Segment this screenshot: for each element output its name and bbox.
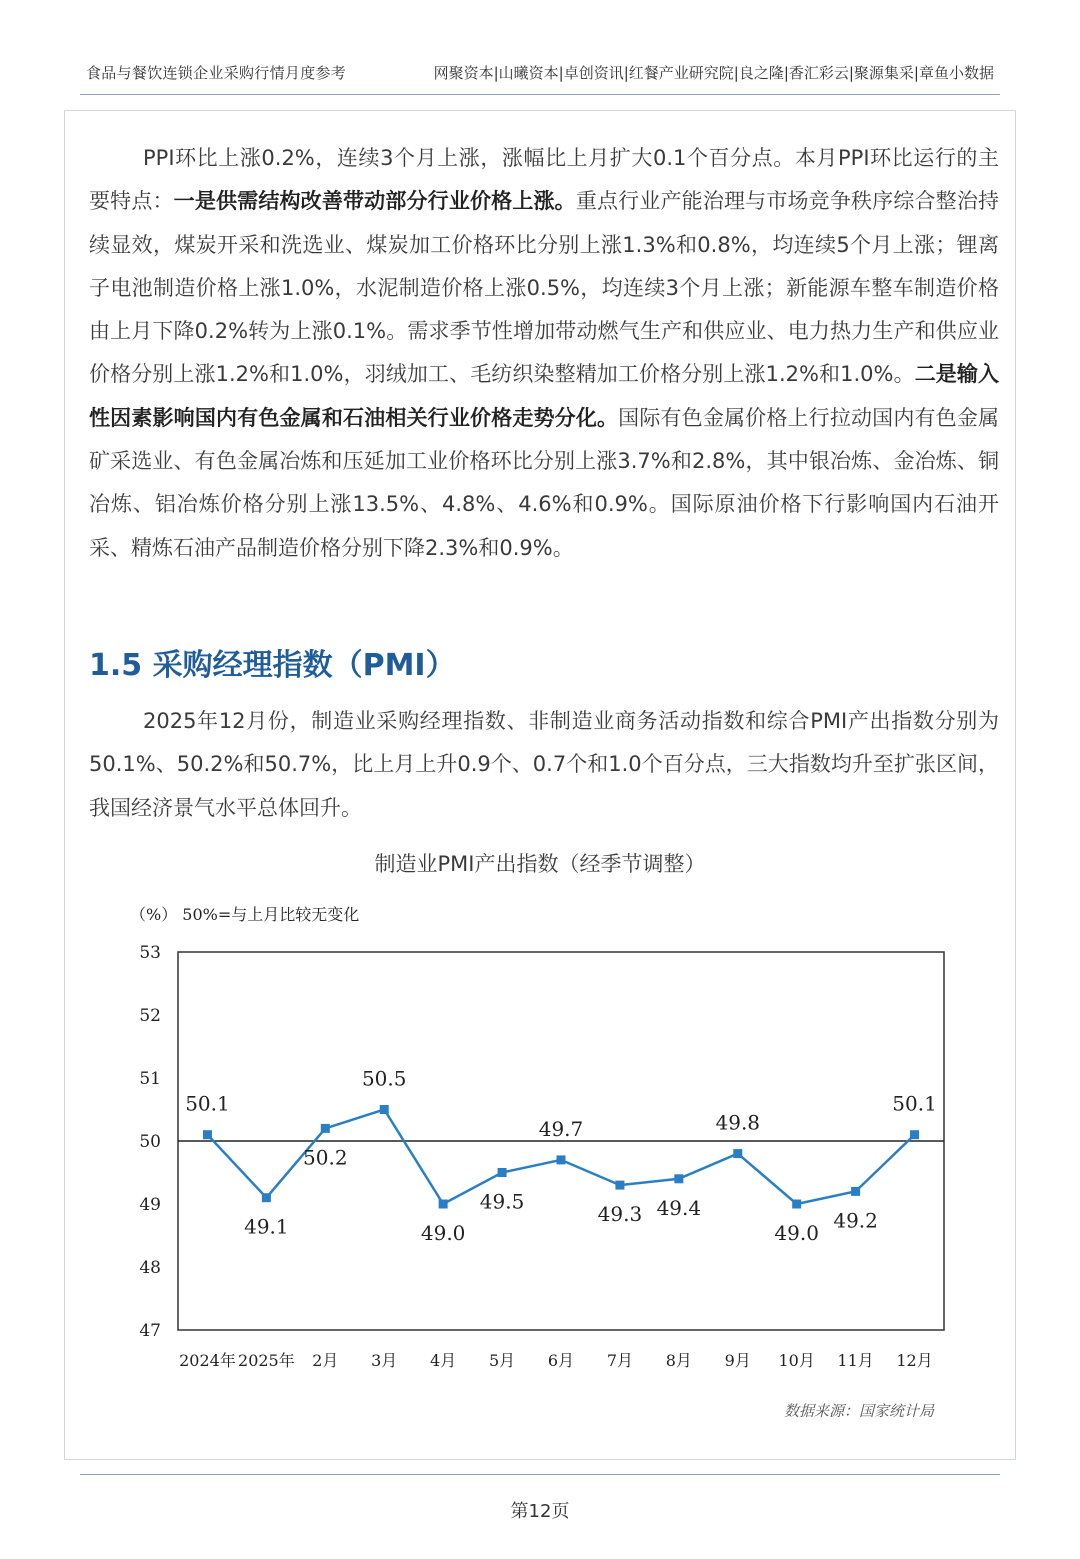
- data-label: 49.4: [656, 1195, 702, 1220]
- x-tick-label: 6月: [547, 1351, 575, 1370]
- data-label: 50.1: [185, 1091, 230, 1116]
- data-point: [557, 1155, 566, 1164]
- y-tick-label: 53: [139, 943, 161, 963]
- data-label: 49.7: [538, 1116, 584, 1141]
- data-point: [615, 1181, 624, 1190]
- section-title: 1.5 采购经理指数（PMI）: [89, 648, 456, 683]
- data-label: 49.5: [479, 1189, 525, 1214]
- x-tick-label: 4月: [430, 1351, 457, 1370]
- data-source: 数据来源：国家统计局: [783, 1402, 934, 1420]
- x-tick-label: 10月: [778, 1351, 815, 1370]
- x-tick-label: 2月: [312, 1351, 339, 1370]
- data-label: 49.0: [774, 1221, 819, 1245]
- data-label: 50.5: [361, 1066, 407, 1091]
- x-tick-label: 9月: [724, 1351, 751, 1370]
- data-point: [203, 1130, 212, 1139]
- data-label: 49.0: [420, 1221, 466, 1245]
- page-number: 第12页: [510, 1501, 570, 1522]
- data-label: 50.1: [892, 1091, 937, 1116]
- data-point: [910, 1130, 919, 1139]
- x-tick-label: 8月: [665, 1351, 692, 1370]
- data-label: 49.1: [244, 1214, 289, 1239]
- chart-unit-note: （%） 50%=与上月比较无变化: [130, 905, 360, 924]
- ppi-paragraph: [89, 137, 999, 570]
- y-tick-label: 51: [139, 1069, 161, 1089]
- y-tick-label: 49: [139, 1195, 161, 1215]
- ppi-text-2: 重点行业产能治理与市场竞争秩序综合整治持续显效，煤炭开采和洗选业、煤炭加工价格环比分别上涨1.3%和0.8%，均连续5个月上涨；锂离子电池制造价格上涨1.0%，水泥制造价格上涨0.5%，均连续3个月上涨；新能源车整车制造价格由上月下降0.2%转为上涨0.1%。需求季节性增加带动燃气生产和供应业、电力热力生产和供应业价格分别上涨1.2%和1.0%，羽绒加工、毛纺织染整精加工价格分别上涨1.2%和1.0%。: [89, 189, 1000, 387]
- data-label: 49.8: [715, 1110, 761, 1135]
- data-point: [262, 1193, 271, 1202]
- header-title: 食品与餐饮连锁企业采购行情月度参考: [86, 64, 347, 82]
- data-label: 50.2: [303, 1145, 348, 1170]
- x-tick-label: 2025年: [238, 1351, 295, 1370]
- data-label: 49.3: [597, 1202, 643, 1227]
- data-point: [380, 1105, 389, 1114]
- footer-divider: [80, 1474, 1000, 1475]
- header-divider: [80, 94, 1000, 95]
- chart-title: 制造业PMI产出指数（经季节调整）: [374, 852, 706, 876]
- data-point: [439, 1200, 448, 1209]
- pmi-text: 2025年12月份，制造业采购经理指数、非制造业商务活动指数和综合PMI产出指数分别为50.1%、50.2%和50.7%，比上月上升0.9个、0.7个和1.0个百分点，三大指数均升至扩张区间，我国经济景气水平总体回升。: [89, 709, 999, 820]
- data-point: [674, 1174, 683, 1183]
- y-tick-label: 48: [139, 1258, 161, 1278]
- data-point: [321, 1124, 330, 1133]
- ppi-text-3: 国际有色金属价格上行拉动国内有色金属矿采选业、有色金属冶炼和压延加工业价格环比分别上涨3.7%和2.8%，其中银冶炼、金冶炼、铜冶炼、铝冶炼价格分别上涨13.5%、4.8%、4.6%和0.9%。国际原油价格下行影响国内石油开采、精炼石油产品制造价格分别下降2.3%和0.9%。: [89, 405, 1000, 560]
- data-point: [733, 1149, 742, 1158]
- ppi-text-1: PPI环比上涨0.2%，连续3个月上涨，涨幅比上月扩大0.1个百分点。本月PPI环比运行的主要特点：: [89, 146, 999, 214]
- y-tick-label: 50: [139, 1132, 161, 1152]
- x-tick-label: 11月: [837, 1351, 874, 1370]
- x-tick-label: 2024年: [179, 1351, 236, 1370]
- x-tick-label: 5月: [488, 1351, 516, 1370]
- y-tick-label: 52: [139, 1006, 161, 1026]
- pmi-line-chart: [110, 895, 970, 1390]
- data-label: 49.2: [833, 1208, 878, 1233]
- ppi-highlight-1: 一是供需结构改善带动部分行业价格上涨。: [173, 189, 576, 214]
- y-tick-label: 47: [139, 1321, 161, 1341]
- data-point: [792, 1200, 801, 1209]
- pmi-paragraph: [89, 700, 999, 830]
- ppi-highlight-2: 二是输入性因素影响国内有色金属和石油相关行业价格走势分化。: [89, 362, 1000, 430]
- x-tick-label: 7月: [606, 1351, 634, 1370]
- x-tick-label: 3月: [371, 1351, 398, 1370]
- header-sponsors: 网聚资本|山曦资本|卓创资讯|红餐产业研究院|良之隆|香汇彩云|聚源集采|章鱼小数据: [433, 64, 994, 82]
- data-point: [851, 1187, 860, 1196]
- x-tick-label: 12月: [896, 1351, 933, 1370]
- data-point: [498, 1168, 507, 1177]
